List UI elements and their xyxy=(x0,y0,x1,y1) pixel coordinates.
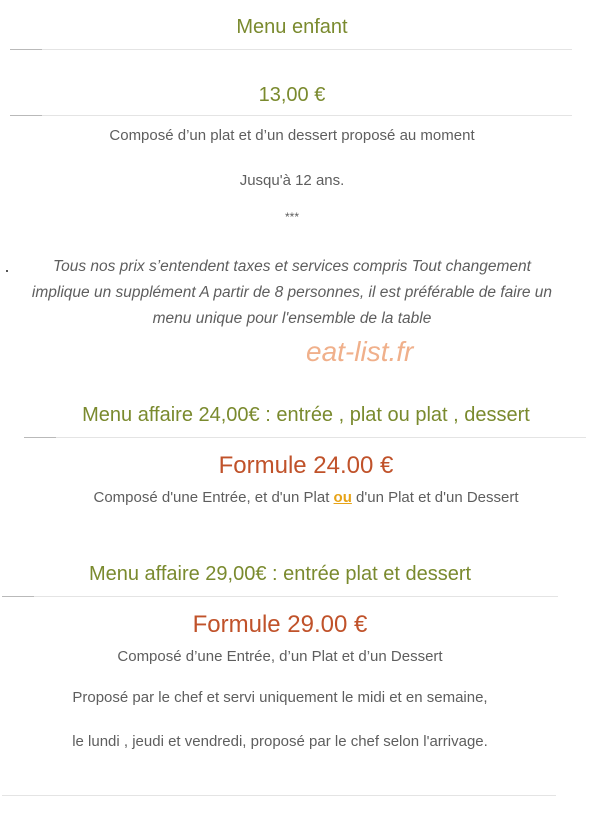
divider xyxy=(42,49,572,50)
menu-affaire-24-title: Menu affaire 24,00€ : entrée , plat ou plat , dessert xyxy=(82,404,530,426)
divider-short xyxy=(10,115,42,116)
chef-note-line: Proposé par le chef et servi uniquement le midi et en semaine, xyxy=(72,689,488,706)
prices-note-line: menu unique pour l'ensemble de la table xyxy=(152,310,432,327)
divider-short xyxy=(2,596,34,597)
divider-short xyxy=(10,49,42,50)
divider-bottom xyxy=(2,795,556,796)
divider xyxy=(42,115,572,116)
formule-24-desc-end: d'un Plat et d'un Dessert xyxy=(351,489,519,506)
menu-enfant-description: Composé d’un plat et d’un dessert proposé au moment xyxy=(109,127,475,144)
menu-enfant-title: Menu enfant xyxy=(236,16,348,38)
ou-link[interactable]: ou xyxy=(333,489,352,506)
separator-stars: *** xyxy=(284,210,299,224)
formule-24-heading: Formule 24.00 € xyxy=(218,452,394,479)
prices-note-line: Tous nos prix s’entendent taxes et services compris Tout changement xyxy=(53,258,531,275)
formule-29-description: Composé d’une Entrée, d’un Plat et d’un Dessert xyxy=(117,648,443,665)
menu-enfant-price: 13,00 € xyxy=(258,84,326,106)
prices-note-line: implique un supplément A partir de 8 personnes, il est préférable de faire un xyxy=(31,284,553,301)
divider-short xyxy=(24,437,56,438)
formule-24-description xyxy=(0,489,606,506)
chef-note-line: le lundi , jeudi et vendredi, proposé par le chef selon l'arrivage. xyxy=(72,733,488,750)
formule-24-desc-start: Composé d'une Entrée, et d'un Plat xyxy=(93,489,334,506)
menu-enfant-age: Jusqu'à 12 ans. xyxy=(239,172,345,189)
divider xyxy=(34,596,558,597)
prices-note xyxy=(0,254,584,332)
divider xyxy=(56,437,586,438)
watermark-text: eat-list.fr xyxy=(306,336,414,367)
formule-29-heading: Formule 29.00 € xyxy=(192,611,368,638)
menu-affaire-29-title: Menu affaire 29,00€ : entrée plat et dessert xyxy=(88,563,472,585)
